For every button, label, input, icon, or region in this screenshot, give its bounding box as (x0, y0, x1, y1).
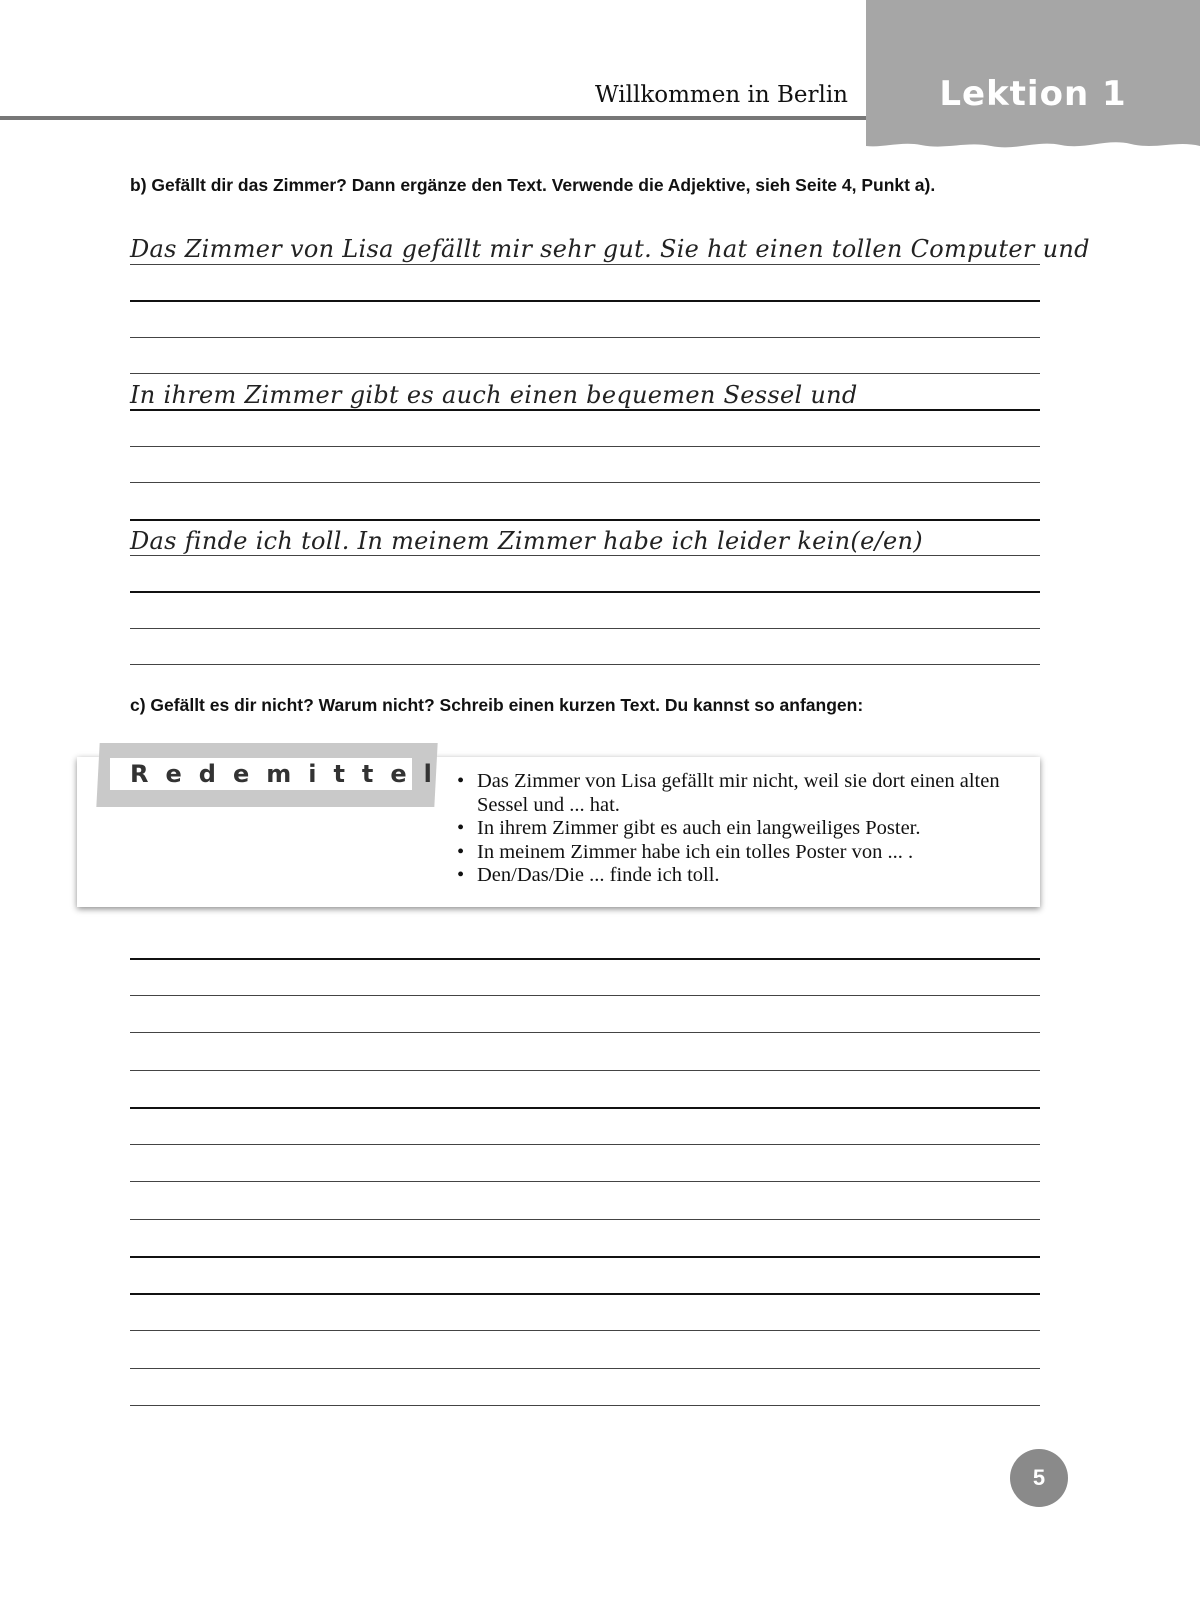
redemittel-item: • Das Zimmer von Lisa gefällt mir nicht, weil sie dort einen alten Sessel und ... hat. (457, 770, 1017, 817)
writing-line[interactable] (130, 409, 1040, 411)
writing-line[interactable] (130, 1219, 1040, 1220)
writing-line[interactable] (130, 1256, 1040, 1258)
writing-line[interactable] (130, 1144, 1040, 1145)
redemittel-label: Redemittel (110, 758, 412, 790)
writing-line[interactable] (130, 519, 1040, 521)
task-b-starter-2: In ihrem Zimmer gibt es auch einen bequemen Sessel und (130, 381, 858, 409)
task-b-instruction: b) Gefällt dir das Zimmer? Dann ergänze den Text. Verwende die Adjektive, sieh Seite 4, Punkt a). (130, 175, 936, 195)
writing-line[interactable] (130, 1070, 1040, 1071)
header-rule (0, 116, 870, 120)
task-b-starter-1: Das Zimmer von Lisa gefällt mir sehr gut. Sie hat einen tollen Computer und (130, 235, 1090, 263)
redemittel-item: • Den/Das/Die ... finde ich toll. (457, 864, 1017, 888)
writing-line[interactable] (130, 1330, 1040, 1331)
writing-line[interactable] (130, 628, 1040, 629)
redemittel-item: • In ihrem Zimmer gibt es auch ein langweiliges Poster. (457, 817, 1017, 841)
redemittel-item: • In meinem Zimmer habe ich ein tolles Poster von ... . (457, 841, 1017, 865)
writing-line[interactable] (130, 373, 1040, 374)
writing-line[interactable] (130, 1405, 1040, 1406)
writing-line[interactable] (130, 664, 1040, 665)
writing-line[interactable] (130, 1107, 1040, 1109)
writing-line[interactable] (130, 555, 1040, 556)
writing-line[interactable] (130, 264, 1040, 265)
writing-line[interactable] (130, 337, 1040, 338)
chapter-title: Willkommen in Berlin (595, 82, 848, 108)
writing-line[interactable] (130, 958, 1040, 960)
writing-line[interactable] (130, 591, 1040, 593)
writing-line[interactable] (130, 1181, 1040, 1182)
task-b-starter-3: Das finde ich toll. In meinem Zimmer habe ich leider kein(e/en) (130, 527, 923, 555)
lesson-tab-label: Lektion 1 (939, 74, 1127, 114)
writing-line[interactable] (130, 446, 1040, 447)
writing-line[interactable] (130, 300, 1040, 302)
writing-line[interactable] (130, 1293, 1040, 1295)
writing-line[interactable] (130, 482, 1040, 483)
writing-line[interactable] (130, 995, 1040, 996)
task-c-instruction: c) Gefällt es dir nicht? Warum nicht? Schreib einen kurzen Text. Du kannst so anfangen: (130, 695, 864, 715)
writing-line[interactable] (130, 1032, 1040, 1033)
redemittel-list (457, 770, 1017, 888)
page-number-badge: 5 (1010, 1449, 1068, 1507)
writing-line[interactable] (130, 1368, 1040, 1369)
